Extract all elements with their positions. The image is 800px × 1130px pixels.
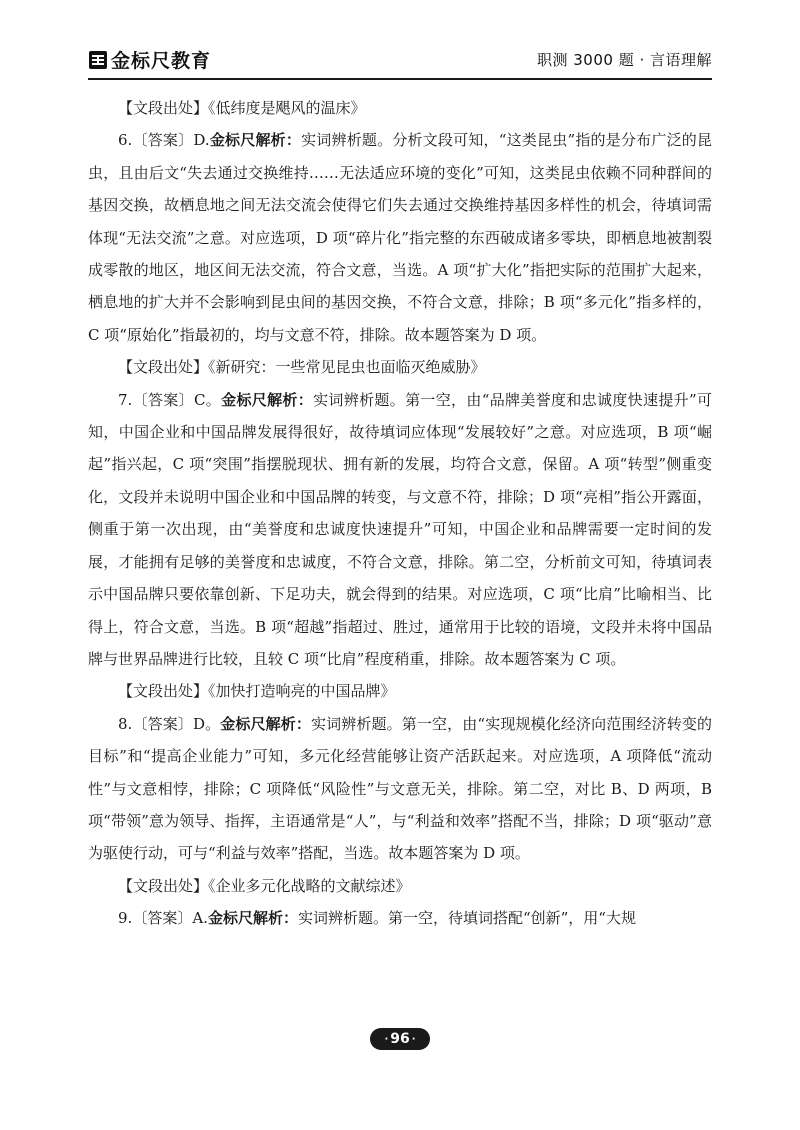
analysis-label: 金标尺解析： <box>207 909 298 928</box>
question-number: 9. <box>118 909 133 928</box>
analysis-text: 实词辨析题。分析文段可知，“这类昆虫”指的是分布广泛的昆虫，且由后文“失去通过交换维持……无法适应环境的变化”可知，这类昆虫依赖不同种群间的基因交换，故栖息地之间无法交流会使得它们失去通过交换维持基因多样性的机会，待填词需体现“无法交流”之意。对应选项，D 项“碎片化”指完整的东西破成诸多零块，即栖息地被割裂成零散的地区，地区间无法交流，符合文意，当选。A 项“扩大化”指把实际的范围扩大起来，栖息地的扩大并不会影响到昆虫间的基因交换，不符合文意，排除；B 项“多元化”指多样的，C 项“原始化”指最初的，均与文意不符，排除。故本题答案为 D 项。 <box>88 131 712 344</box>
source-title: 《加快打造响亮的中国品牌》 <box>208 682 396 701</box>
ruler-logo-icon <box>88 50 108 70</box>
answer-paragraph-7 <box>88 384 712 676</box>
analysis-label: 金标尺解析： <box>221 390 314 409</box>
question-number: 8. <box>118 714 133 733</box>
analysis-text: 实词辨析题。第一空，由“品牌美誉度和忠诚度快速提升”可知，中国企业和中国品牌发展得很好，故待填词应体现“发展较好”之意。对应选项，B 项“崛起”指兴起，C 项“突围”指摆脱现状、拥有新的发展，均符合文意，保留。A 项“转型”侧重变化，文段并未说明中国企业和中国品牌的转变，与文意不符，排除；D 项“亮相”指公开露面，侧重于第一次出现，由“美誉度和忠诚度快速提升”可知，中国企业和品牌需要一定时间的发展，才能拥有足够的美誉度和忠诚度，不符合文意，排除。第二空，分析前文可知，待填词表示中国品牌只要依靠创新、下足功夫，就会得到的结果。对应选项，C 项“比肩”比喻相当、比得上，符合文意，当选。B 项“超越”指超过、胜过，通常用于比较的语境，文段并未将中国品牌与世界品牌进行比较，且较 C 项“比肩”程度稍重，排除。故本题答案为 C 项。 <box>88 390 712 668</box>
book-title: 职测 3000 题 · 言语理解 <box>536 51 712 69</box>
answer-label: 〔答案〕 <box>132 714 193 733</box>
logo-text: 金标尺教育 <box>111 50 212 72</box>
analysis-label: 金标尺解析： <box>220 714 311 733</box>
answer-letter: A. <box>192 909 208 928</box>
source-line: 【文段出处】《低纬度是飓风的温床》 <box>118 99 366 117</box>
brand-logo <box>88 46 211 73</box>
answer-letter: D. <box>193 131 210 150</box>
source-line: 【文段出处】《企业多元化战略的文献综述》 <box>118 876 411 895</box>
answer-label: 〔答案〕 <box>132 390 194 409</box>
answer-label: 〔答案〕 <box>132 131 194 150</box>
source-title: 《新研究：一些常见昆虫也面临灭绝威胁》 <box>208 358 486 377</box>
analysis-label: 金标尺解析： <box>209 131 302 150</box>
source-line: 【文段出处】《加快打造响亮的中国品牌》 <box>118 682 396 701</box>
analysis-text: 实词辨析题。第一空，由“实现规模化经济向范围经济转变的目标”和“提高企业能力”可知，多元化经营能够让资产活跃起来。对应选项，A 项降低“流动性”与文意相悖，排除；C 项降低“风险性”与文意无关，排除。第二空，对比 B、D 两项，B 项“带领”意为领导、指挥，主语通常是“人”，与“利益和效率”搭配不当，排除；D 项“驱动”意为驱使行动，可与“利益与效率”搭配，当选。故本题答案为 D 项。 <box>88 714 712 863</box>
question-number: 6. <box>118 131 133 150</box>
answer-paragraph-9 <box>88 902 712 934</box>
source-title: 《低纬度是飓风的温床》 <box>208 99 366 117</box>
answer-letter: C。 <box>193 390 222 409</box>
source-title: 《企业多元化战略的文献综述》 <box>208 876 411 895</box>
answer-label: 〔答案〕 <box>132 909 193 928</box>
question-number: 7. <box>118 390 133 409</box>
analysis-text: 实词辨析题。第一空，待填词搭配“创新”，用“大规 <box>297 909 636 928</box>
source-line: 【文段出处】《新研究：一些常见昆虫也面临灭绝威胁》 <box>118 358 486 377</box>
answer-paragraph-8 <box>88 708 712 870</box>
answer-content <box>88 92 712 935</box>
dot-right: · <box>411 1033 416 1045</box>
page-number: 96 <box>390 1031 410 1047</box>
dot-left: · <box>384 1033 389 1045</box>
page-header <box>88 40 712 80</box>
page-number-badge <box>370 1028 430 1050</box>
answer-paragraph-6 <box>88 124 712 351</box>
answer-letter: D。 <box>192 714 221 733</box>
